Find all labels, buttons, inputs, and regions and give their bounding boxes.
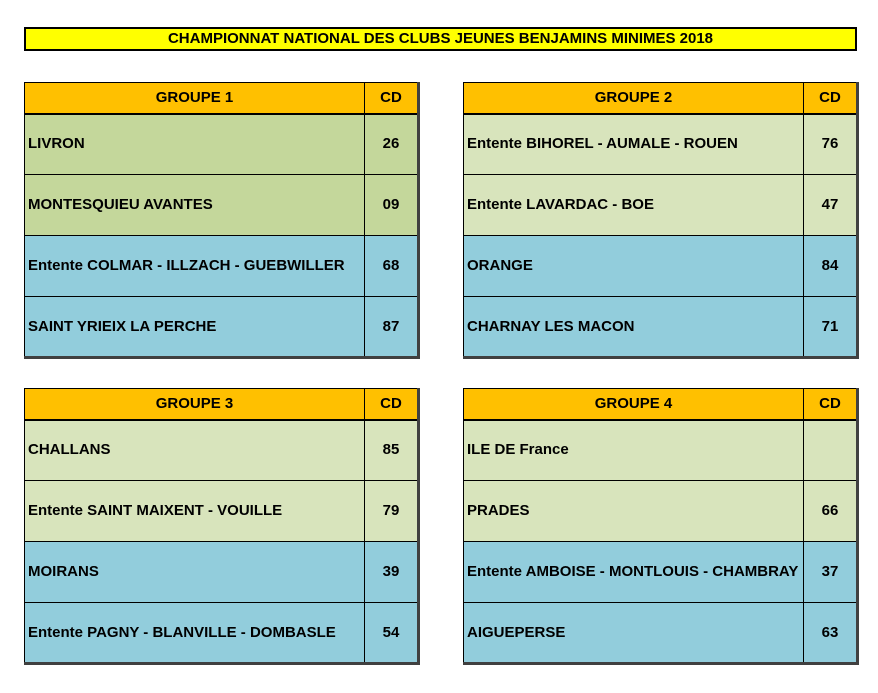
cd-value: 79 bbox=[365, 481, 419, 542]
club-name: PRADES bbox=[464, 481, 804, 542]
table-row bbox=[464, 481, 858, 542]
group-name-header: GROUPE 4 bbox=[464, 389, 804, 420]
table-row bbox=[25, 420, 419, 481]
table-row bbox=[464, 297, 858, 358]
table-row bbox=[25, 236, 419, 297]
cd-value: 87 bbox=[365, 297, 419, 358]
table-row bbox=[464, 603, 858, 664]
club-name: CHARNAY LES MACON bbox=[464, 297, 804, 358]
cd-value: 39 bbox=[365, 542, 419, 603]
cd-header: CD bbox=[365, 389, 419, 420]
group-name-header: GROUPE 2 bbox=[464, 83, 804, 114]
table-row bbox=[25, 542, 419, 603]
cd-value: 54 bbox=[365, 603, 419, 664]
table-row bbox=[25, 114, 419, 175]
cd-value: 84 bbox=[804, 236, 858, 297]
club-name: ILE DE France bbox=[464, 420, 804, 481]
cd-value: 76 bbox=[804, 114, 858, 175]
group-name-header: GROUPE 3 bbox=[25, 389, 365, 420]
table-row bbox=[25, 481, 419, 542]
cd-value: 68 bbox=[365, 236, 419, 297]
cd-value: 26 bbox=[365, 114, 419, 175]
club-name: Entente SAINT MAIXENT - VOUILLE bbox=[25, 481, 365, 542]
group-header-row bbox=[25, 389, 419, 420]
cd-value: 66 bbox=[804, 481, 858, 542]
cd-value: 47 bbox=[804, 175, 858, 236]
table-row bbox=[25, 175, 419, 236]
page-title: CHAMPIONNAT NATIONAL DES CLUBS JEUNES BENJAMINS MINIMES 2018 bbox=[24, 27, 857, 51]
cd-value: 63 bbox=[804, 603, 858, 664]
group-header-row bbox=[464, 83, 858, 114]
club-name: ORANGE bbox=[464, 236, 804, 297]
club-name: SAINT YRIEIX LA PERCHE bbox=[25, 297, 365, 358]
table-row bbox=[464, 114, 858, 175]
group-header-row bbox=[25, 83, 419, 114]
club-name: Entente PAGNY - BLANVILLE - DOMBASLE bbox=[25, 603, 365, 664]
group-2-table bbox=[463, 82, 859, 359]
cd-value bbox=[804, 420, 858, 481]
club-name: LIVRON bbox=[25, 114, 365, 175]
group-3-table bbox=[24, 388, 420, 665]
cd-header: CD bbox=[365, 83, 419, 114]
table-row bbox=[464, 175, 858, 236]
cd-header: CD bbox=[804, 83, 858, 114]
group-name-header: GROUPE 1 bbox=[25, 83, 365, 114]
club-name: Entente AMBOISE - MONTLOUIS - CHAMBRAY bbox=[464, 542, 804, 603]
club-name: MONTESQUIEU AVANTES bbox=[25, 175, 365, 236]
table-row bbox=[464, 420, 858, 481]
group-header-row bbox=[464, 389, 858, 420]
cd-value: 37 bbox=[804, 542, 858, 603]
club-name: Entente BIHOREL - AUMALE - ROUEN bbox=[464, 114, 804, 175]
cd-value: 09 bbox=[365, 175, 419, 236]
cd-value: 71 bbox=[804, 297, 858, 358]
table-row bbox=[464, 236, 858, 297]
club-name: CHALLANS bbox=[25, 420, 365, 481]
table-row bbox=[25, 297, 419, 358]
club-name: Entente LAVARDAC - BOE bbox=[464, 175, 804, 236]
cd-value: 85 bbox=[365, 420, 419, 481]
club-name: AIGUEPERSE bbox=[464, 603, 804, 664]
club-name: MOIRANS bbox=[25, 542, 365, 603]
cd-header: CD bbox=[804, 389, 858, 420]
club-name: Entente COLMAR - ILLZACH - GUEBWILLER bbox=[25, 236, 365, 297]
group-1-table bbox=[24, 82, 420, 359]
table-row bbox=[464, 542, 858, 603]
table-row bbox=[25, 603, 419, 664]
group-4-table bbox=[463, 388, 859, 665]
